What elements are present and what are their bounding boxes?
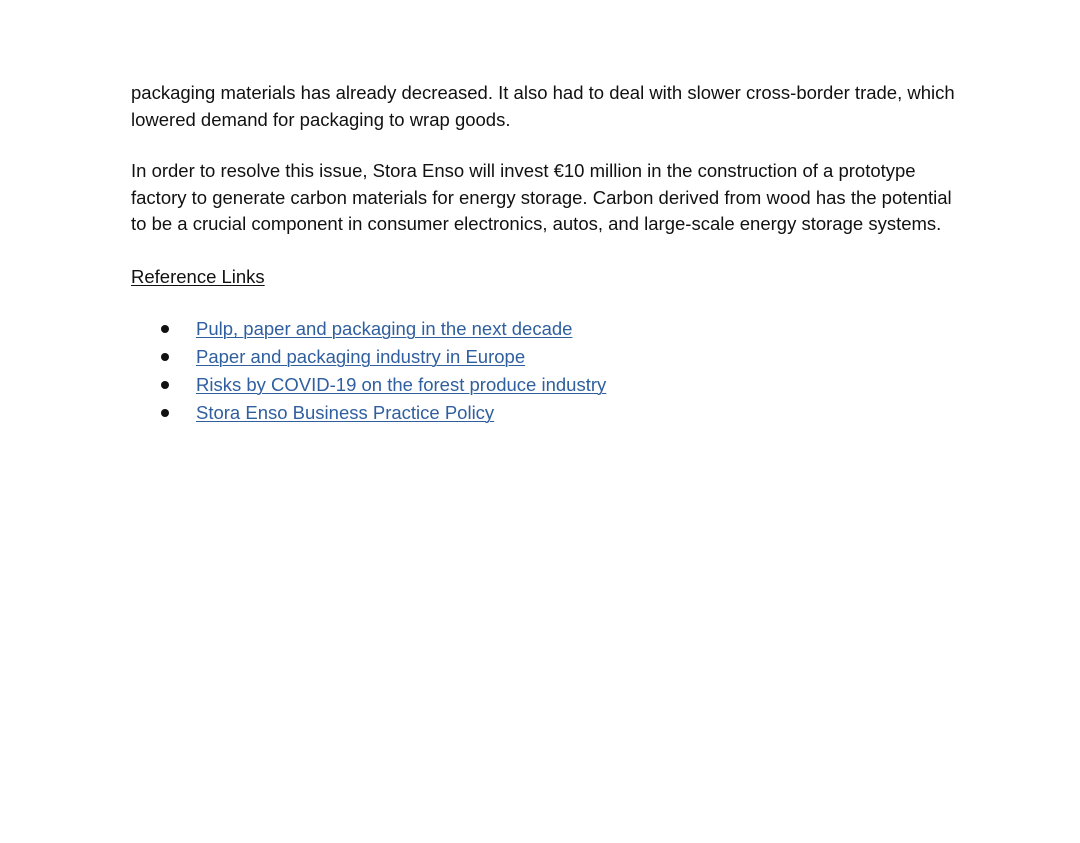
bullet-icon: [161, 381, 169, 389]
list-item: [131, 315, 961, 343]
reference-link-europe-industry[interactable]: Paper and packaging industry in Europe: [196, 346, 526, 367]
document-page: [131, 80, 961, 427]
paragraph-carbon-investment: In order to resolve this issue, Stora Enso will invest €10 million in the construction of a prototype factory to generate carbon materials for energy storage. Carbon derived from wood has the potential to be a crucial component in consumer electronics, autos, and large-scale energy storage systems.: [131, 160, 952, 234]
reference-link-business-policy[interactable]: Stora Enso Business Practice Policy: [196, 402, 495, 423]
paragraph-packaging-demand: packaging materials has already decreased. It also had to deal with slower cross-border trade, which lowered demand for packaging to wrap goods.: [131, 82, 955, 130]
list-item: [131, 399, 961, 427]
reference-links-heading: Reference Links: [131, 265, 265, 287]
bullet-icon: [161, 409, 169, 417]
reference-links-list: [131, 315, 961, 427]
bullet-icon: [161, 325, 169, 333]
reference-link-pulp-paper[interactable]: Pulp, paper and packaging in the next decade: [196, 318, 573, 339]
list-item: [131, 343, 961, 371]
list-item: [131, 371, 961, 399]
reference-link-covid-risks[interactable]: Risks by COVID-19 on the forest produce industry: [196, 374, 607, 395]
bullet-icon: [161, 353, 169, 361]
